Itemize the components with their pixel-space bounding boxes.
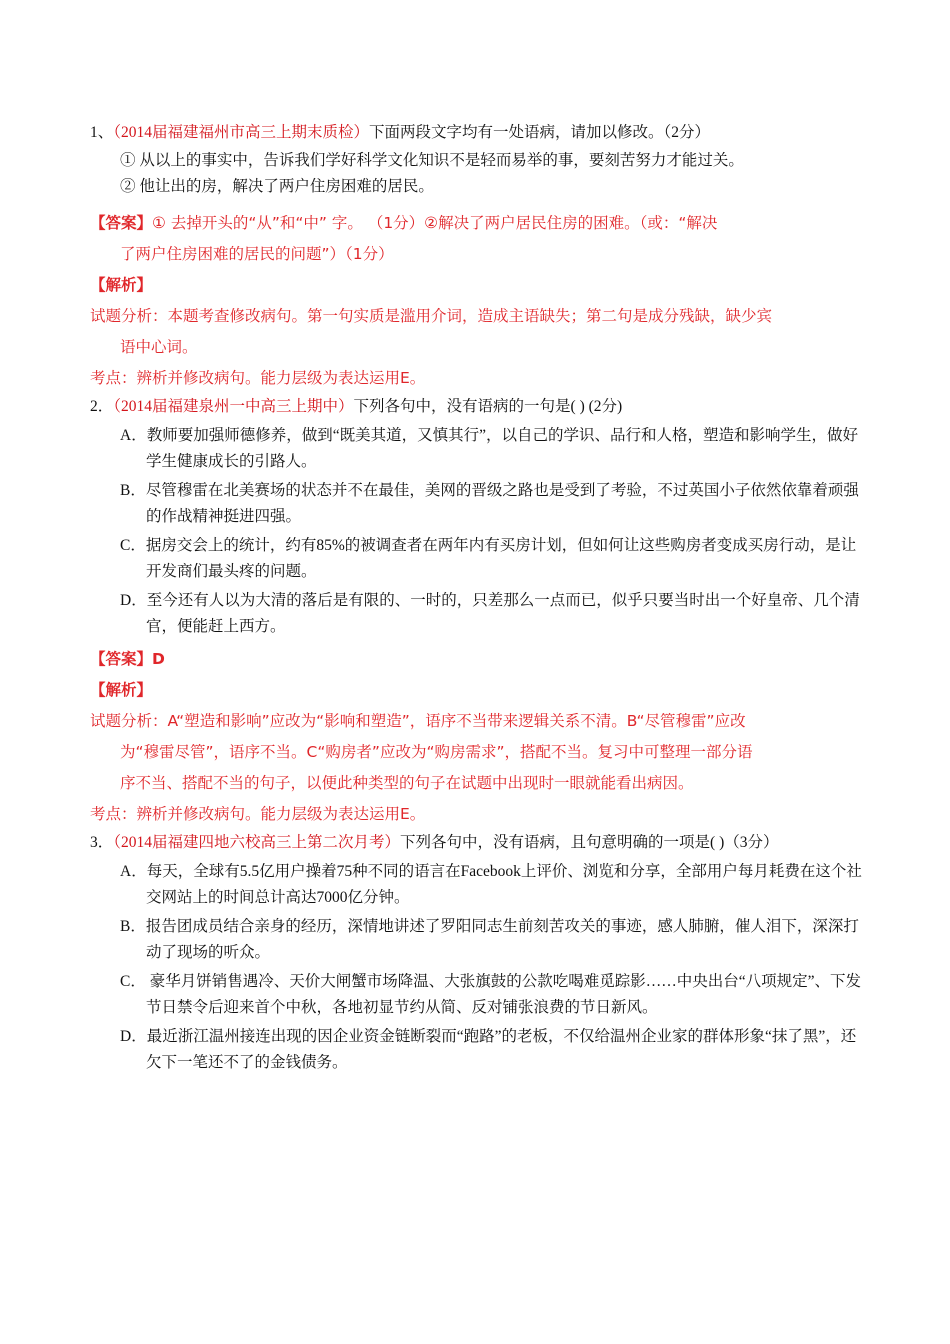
question-1-source: （2014届福建福州市高三上期末质检）: [113, 124, 370, 141]
question-1-answer: [90, 208, 870, 239]
question-2-number: 2．: [90, 398, 114, 415]
question-3-option-a: A．每天，全球有5.5亿用户操着75种不同的语言在Facebook上评价、浏览和分享，全部用户每月耗费在这个社交网站上的时间总计高达7000亿分钟。: [120, 863, 862, 906]
question-2-analysis-line-3: 序不当、搭配不当的句子，以便此种类型的句子在试题中出现时一眼就能看出病因。: [120, 774, 694, 792]
question-2-option-c: C．据房交会上的统计，约有85%的被调查者在两年内有买房计划，但如何让这些购房者变成买房行动，是让开发商们最头疼的问题。: [120, 537, 857, 580]
question-2-option-a: A．教师要加强师德修养，做到“既美其道，又慎其行”，以自己的学识、品行和人格，塑造和影响学生，做好学生健康成长的引路人。: [120, 427, 858, 470]
question-2-option-d: D．至今还有人以为大清的落后是有限的、一时的，只差那么一点而已，似乎只要当时出一个好皇帝、几个清官，便能赶上西方。: [120, 592, 860, 635]
question-1-sentence-1: ① 从以上的事实中，告诉我们学好科学文化知识不是轻而易举的事，要刻苦努力才能过关。: [120, 152, 744, 169]
question-1-sentence-2: ② 他让出的房，解决了两户住房困难的居民。: [120, 178, 434, 195]
question-2-answer: 【答案】D: [90, 650, 165, 668]
answer-tag: 【答案】: [90, 214, 153, 232]
question-2-header: [90, 394, 870, 420]
question-1-point: 考点：辨析并修改病句。能力层级为表达运用E。: [90, 369, 426, 387]
question-3-header: [90, 830, 870, 856]
question-1-analysis-line-2: 语中心词。: [120, 338, 198, 356]
answer-text-line-1: ① 去掉开头的“从”和“中” 字。 （1分）②解决了两户居民住房的困难。（或：“解决: [152, 214, 718, 232]
question-1-number: 1、: [90, 124, 114, 141]
question-3-option-c: C． 豪华月饼销售遇冷、天价大闸蟹市场降温、大张旗鼓的公款吃喝难觅踪影……中央出台“八项规定”、下发节日禁令后迎来首个中秋，各地初显节约从简、反对铺张浪费的节日新风。: [120, 973, 861, 1016]
question-1-analysis-tag: 【解析】: [90, 276, 153, 294]
question-3-number: 3．: [90, 834, 114, 851]
question-3-option-d: D．最近浙江温州接连出现的因企业资金链断裂而“跑路”的老板，不仅给温州企业家的群体形象“抹了黑”，还欠下一笔还不了的金钱债务。: [120, 1028, 857, 1071]
question-3-option-b: B．报告团成员结合亲身的经历，深情地讲述了罗阳同志生前刻苦攻关的事迹，感人肺腑，催人泪下，深深打动了现场的听众。: [120, 918, 859, 961]
question-1-stem: 下面两段文字均有一处语病，请加以修改。（2分）: [369, 124, 711, 141]
question-2-point: 考点：辨析并修改病句。能力层级为表达运用E。: [90, 805, 426, 823]
question-1-header: [90, 120, 870, 146]
question-2-analysis-line-2: 为“穆雷尽管”，语序不当。C“购房者”应改为“购房需求”，搭配不当。复习中可整理一部分语: [120, 743, 753, 761]
document-content: [90, 120, 870, 1076]
question-2-stem: 下列各句中，没有语病的一句是( ) (2分): [353, 398, 623, 415]
question-3-stem: 下列各句中，没有语病，且句意明确的一项是( )（3分）: [400, 834, 779, 851]
question-2-option-b: B．尽管穆雷在北美赛场的状态并不在最佳，美网的晋级之路也是受到了考验，不过英国小子依然依靠着顽强的作战精神挺进四强。: [120, 482, 859, 525]
question-3-source: （2014届福建四地六校高三上第二次月考）: [113, 834, 401, 851]
question-2-analysis-tag: 【解析】: [90, 681, 153, 699]
question-2-source: （2014届福建泉州一中高三上期中）: [113, 398, 354, 415]
question-2-analysis-line-1: 试题分析：A“塑造和影响”应改为“影响和塑造”，语序不当带来逻辑关系不清。B“尽管穆雷”应改: [90, 712, 746, 730]
question-1-analysis-line-1: 试题分析：本题考查修改病句。第一句实质是滥用介词，造成主语缺失；第二句是成分残缺，缺少宾: [90, 307, 773, 325]
answer-text-line-2: 了两户住房困难的居民的问题”）（1分）: [120, 245, 394, 263]
